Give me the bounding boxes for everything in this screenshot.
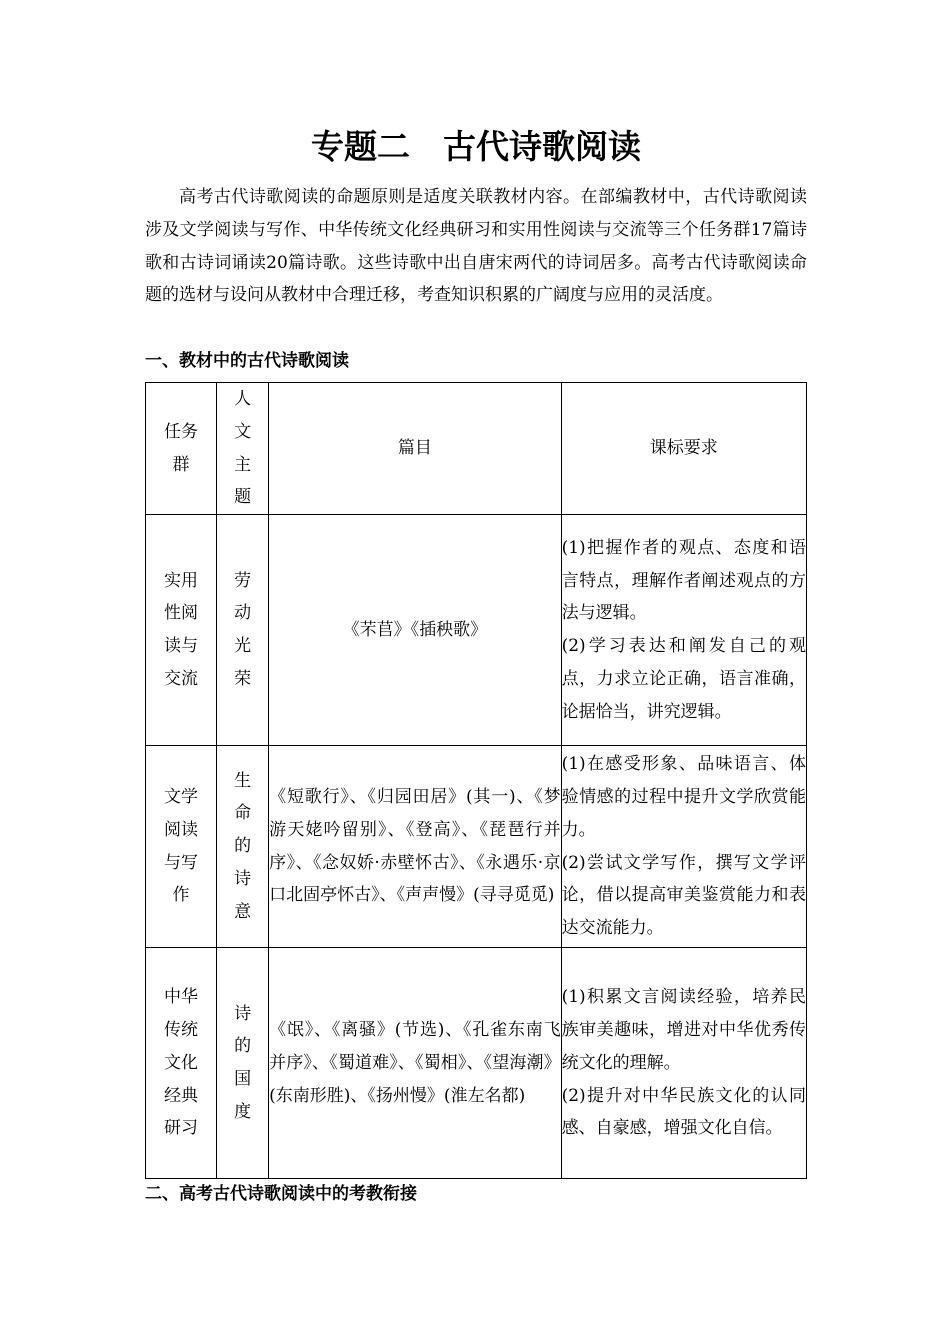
group-label: 中华传统文化经典研习 bbox=[164, 987, 199, 1139]
titles-text: 《氓》、《离骚》(节选)、《孔雀东南飞并序》、《蜀道难》、《蜀相》、《望海潮》(东南形胜)、《扬州慢》(淮左名都) bbox=[269, 1019, 561, 1106]
group-label: 实用性阅读与交流 bbox=[164, 570, 199, 689]
titles-cell bbox=[269, 515, 561, 746]
header-requirements-label: 课标要求 bbox=[649, 438, 718, 459]
header-cell-theme bbox=[217, 383, 269, 515]
page-title: 专题二 古代诗歌阅读 bbox=[311, 127, 641, 166]
header-cell-group bbox=[146, 383, 217, 515]
titles-cell bbox=[269, 948, 561, 1179]
requirement-2: (2)学习表达和阐发自己的观点，力求立论正确，语言准确，论据恰当，讲究逻辑。 bbox=[561, 636, 806, 722]
requirement-2: (2)尝试文学写作，撰写文学评论，借以提高审美鉴赏能力和表达交流能力。 bbox=[561, 852, 806, 939]
group-cell bbox=[146, 746, 217, 948]
requirements-cell bbox=[561, 515, 806, 746]
header-group-label: 任务群 bbox=[164, 421, 199, 475]
group-cell bbox=[146, 515, 217, 746]
section-heading-2: 二、高考古代诗歌阅读中的考教衔接 bbox=[145, 1184, 417, 1204]
header-cell-requirements bbox=[561, 383, 806, 515]
requirement-1: (1)把握作者的观点、态度和语言特点，理解作者阐述观点的方法与逻辑。 bbox=[561, 537, 806, 624]
table-row bbox=[146, 515, 807, 746]
theme-cell bbox=[217, 515, 269, 746]
header-titles-label: 篇目 bbox=[397, 438, 432, 459]
theme-cell bbox=[217, 948, 269, 1179]
theme-label: 生命的诗意 bbox=[234, 770, 252, 922]
table-row bbox=[146, 948, 807, 1179]
header-theme-label: 人文主题 bbox=[234, 389, 252, 508]
theme-cell bbox=[217, 746, 269, 948]
theme-label: 诗的国度 bbox=[234, 1003, 252, 1122]
section-heading-1: 一、教材中的古代诗歌阅读 bbox=[145, 351, 349, 371]
table-header-row bbox=[146, 383, 807, 515]
titles-text: 《芣苢》《插秧歌》 bbox=[342, 619, 488, 640]
theme-label: 劳动光荣 bbox=[234, 570, 252, 689]
titles-cell bbox=[269, 746, 561, 948]
table-row bbox=[146, 746, 807, 948]
requirements-cell bbox=[561, 948, 806, 1179]
group-cell bbox=[146, 948, 217, 1179]
header-cell-titles bbox=[269, 383, 561, 515]
requirement-1: (1)积累文言阅读经验，培养民族审美趣味，增进对中华优秀传统文化的理解。 bbox=[561, 987, 806, 1073]
requirement-2: (2)提升对中华民族文化的认同感、自豪感，增强文化自信。 bbox=[561, 1085, 806, 1139]
titles-text: 《短歌行》、《归园田居》(其一)、《梦游天姥吟留别》、《登高》、《琵琶行并序》、《念奴娇·赤壁怀古》、《永遇乐·京口北固亭怀古》、《声声慢》(寻寻觅觅) bbox=[269, 787, 561, 906]
intro-paragraph: 高考古代诗歌阅读的命题原则是适度关联教材内容。在部编教材中，古代诗歌阅读涉及文学阅读与写作、中华传统文化经典研习和实用性阅读与交流等三个任务群17篇诗歌和古诗词诵读20篇诗歌。这些诗歌中出自唐宋两代的诗词居多。高考古代诗歌阅读命题的选材与设问从教材中合理迁移，考查知识积累的广阔度与应用的灵活度。 bbox=[145, 187, 807, 306]
requirement-1: (1)在感受形象、品味语言、体验情感的过程中提升文学欣赏能力。 bbox=[561, 754, 806, 840]
course-table bbox=[145, 382, 807, 1179]
requirements-cell bbox=[561, 746, 806, 948]
group-label: 文学阅读与写作 bbox=[164, 787, 199, 906]
